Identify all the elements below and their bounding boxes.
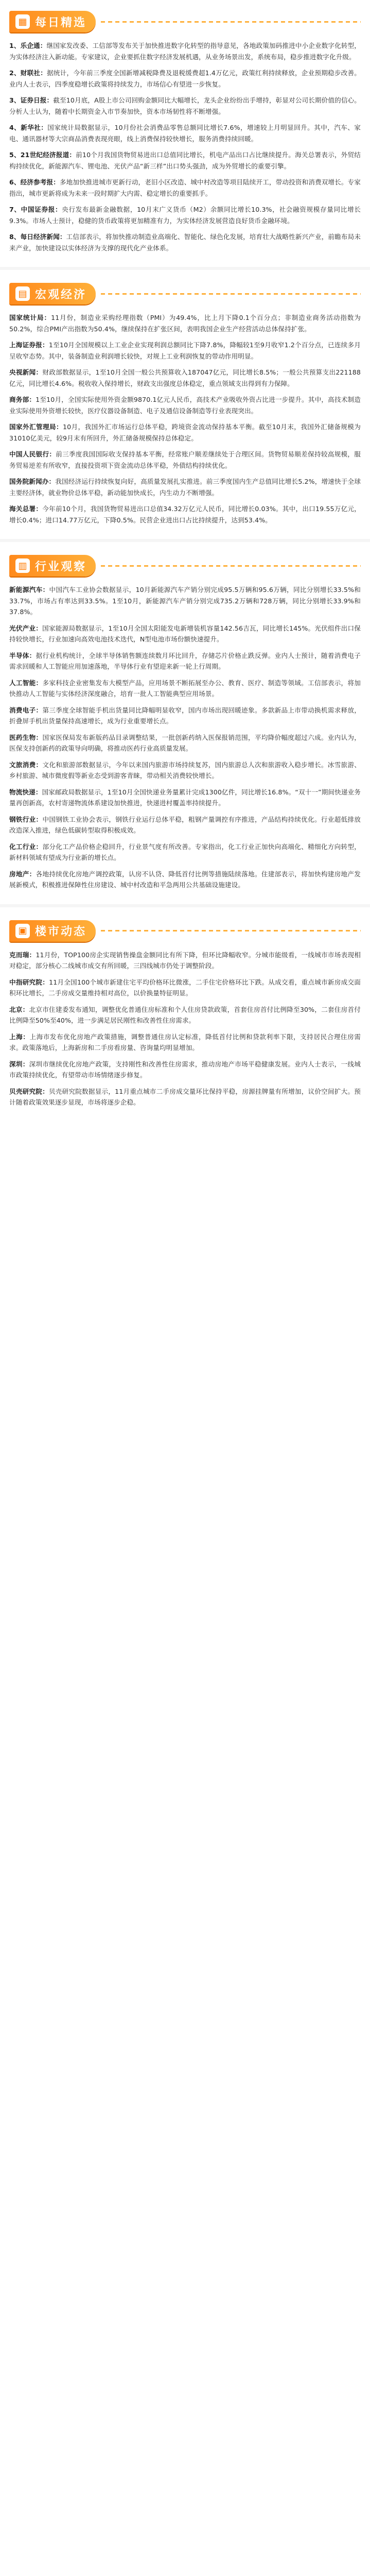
news-source: 钢铁行业： — [9, 815, 43, 823]
news-text: 前三季度我国国际收支保持基本平衡，经常账户顺差继续处于合理区间。货物贸易顺差保持较高规模，服务贸易逆差有所收窄，直接投资项下资金流动总体平稳，外债结构持续优化。 — [9, 450, 361, 469]
section-title: 宏观经济 — [35, 288, 87, 301]
news-source: 人工智能： — [9, 679, 43, 687]
news-paragraph — [9, 584, 361, 618]
section-title: 行业观察 — [35, 560, 87, 573]
news-text: 国家能源局数据显示，1至10月全国太阳能发电新增装机容量142.56吉瓦，同比增长145%。光伏组件出口保持较快增长，行业加速向高效电池技术迭代，N型电池市场份额快速提升。 — [9, 624, 361, 643]
section-badge — [9, 283, 96, 304]
news-source: 新能源汽车： — [9, 586, 49, 594]
news-paragraph — [9, 677, 361, 700]
news-paragraph — [9, 177, 361, 199]
news-paragraph — [9, 476, 361, 498]
news-source: 国家统计局： — [9, 314, 51, 321]
news-paragraph — [9, 841, 361, 863]
news-text: 继国家发改委、工信部等发布关于加快推进数字化转型的指导意见，各地政策加码推进中小企业数字化转型，为实体经济注入新动能。专家建议，企业要抓住数字经济发展机遇，从业务场景出发，系统布局，稳步推进数字化升级。 — [9, 42, 361, 61]
news-paragraph — [9, 40, 361, 62]
news-paragraph — [9, 787, 361, 809]
news-paragraph — [9, 977, 361, 999]
news-text: 11月份，TOP100房企实现销售操盘金额同比有所下降，但环比降幅收窄。分城市能级看，一线城市市场表现相对稳定，部分核心二线城市成交有所回暖，三四线城市仍处于调整阶段。 — [9, 951, 361, 970]
news-paragraph — [9, 814, 361, 836]
news-text: 11月全国100个城市新建住宅平均价格环比微涨，二手住宅价格环比下跌。从成交看，重点城市新房成交面积环比增长，二手房成交量维持相对高位，以价换量特征明显。 — [9, 978, 361, 997]
chart-icon: ▤ — [15, 286, 30, 301]
section-divider-line — [101, 930, 361, 931]
section-header-macro — [9, 281, 361, 306]
building-icon: ▣ — [15, 924, 30, 938]
news-paragraph — [9, 367, 361, 389]
news-text: 11月份，制造业采购经理指数（PMI）为49.4%，比上月下降0.1个百分点；非制造业商务活动指数为50.2%，综合PMI产出指数为50.4%，继续保持在扩张区间，表明我国企业生产经营活动总体保持扩张。 — [9, 314, 361, 333]
section-divider — [0, 267, 370, 270]
news-paragraph — [9, 149, 361, 172]
news-paragraph — [9, 503, 361, 526]
news-source: 3、证券日报： — [9, 96, 54, 104]
news-text: 多地加快推进城市更新行动，老旧小区改造、城中村改造等项目陆续开工，带动投资和消费双增长。专家指出，城市更新将成为未来一段时期扩大内需、稳定增长的重要抓手。 — [9, 178, 361, 197]
section-daily — [0, 0, 370, 262]
news-paragraph — [9, 869, 361, 891]
news-paragraph — [9, 1086, 361, 1108]
news-paragraph — [9, 1004, 361, 1026]
news-source: 贝壳研究院： — [9, 1087, 49, 1095]
section-divider-line — [101, 293, 361, 295]
section-divider-line — [101, 565, 361, 567]
industry-list — [9, 584, 361, 891]
news-source: 深圳： — [9, 1060, 29, 1068]
news-paragraph — [9, 705, 361, 727]
news-paragraph — [9, 231, 361, 253]
news-source: 商务部： — [9, 396, 36, 403]
news-source: 6、经济参考报： — [9, 178, 60, 186]
news-source: 北京： — [9, 1005, 29, 1013]
news-paragraph — [9, 312, 361, 334]
news-text: 深圳市继续优化房地产政策，支持刚性和改善性住房需求，推动房地产市场平稳健康发展。业内人士表示，一线城市政策持续优化，有望带动市场情绪逐步修复。 — [9, 1060, 361, 1079]
news-source: 克而瑞： — [9, 951, 36, 959]
news-source: 化工行业： — [9, 842, 43, 851]
news-text: 1至10月全国规模以上工业企业实现利润总额同比下降7.8%，降幅较1至9月收窄1.2个百分点，已连续多月呈收窄态势。其中，装备制造业利润增长较快，对规上工业利润恢复的带动作用明显。 — [9, 341, 361, 360]
news-text: 中国钢铁工业协会表示，钢铁行业运行总体平稳，粗钢产量调控有序推进，产品结构持续优化。行业超低排放改造深入推进，绿色低碳转型取得积极成效。 — [9, 815, 361, 834]
news-paragraph — [9, 449, 361, 471]
news-paragraph — [9, 1059, 361, 1081]
section-badge — [9, 11, 96, 32]
section-title: 楼市动态 — [35, 925, 87, 938]
news-source: 中国人民银行： — [9, 450, 56, 458]
news-source: 房地产： — [9, 870, 36, 878]
news-text: 文化和旅游部数据显示，今年以来国内旅游市场持续复苏，国内旅游总人次和旅游收入稳步增长。冰雪旅游、乡村旅游、城市微度假等新业态受到游客青睐，带动相关消费较快增长。 — [9, 760, 361, 779]
news-text: 贝壳研究院数据显示，11月重点城市二手房成交量环比保持平稳，房源挂牌量有所增加，议价空间扩大。预计随着政策效果逐步显现，市场将逐步企稳。 — [9, 1087, 361, 1106]
section-industry — [0, 544, 370, 899]
macro-list — [9, 312, 361, 526]
news-text: 10月，我国外汇市场运行总体平稳，跨境资金流动保持基本平衡。截至10月末，我国外汇储备规模为31010亿美元，较9月末有所回升，外汇储备规模保持总体稳定。 — [9, 423, 361, 442]
section-divider-line — [101, 21, 361, 23]
daily-list — [9, 40, 361, 253]
news-text: 据行业机构统计，全球半导体销售额连续数月环比回升，存储芯片价格止跌反弹。业内人士预计，随着消费电子需求回暖和人工智能应用加速落地，半导体行业有望迎来新一轮上行周期。 — [9, 651, 361, 670]
news-paragraph — [9, 394, 361, 416]
news-source: 8、每日经济新闻： — [9, 233, 66, 241]
news-text: 1至10月，全国实际使用外资金额9870.1亿元人民币，高技术产业吸收外资占比进一步提升。其中，高技术制造业实际使用外资增长较快，医疗仪器设备制造、电子及通信设备制造等行业表现突出。 — [9, 396, 361, 415]
factory-icon: ▥ — [15, 558, 30, 573]
news-text: 各地持续优化房地产调控政策，认房不认贷、降低首付比例等措施陆续落地。住建部表示，将加快构建房地产发展新模式，积极推进保障性住房建设、城中村改造和平急两用公共基础设施建设。 — [9, 870, 361, 889]
news-text: 今年前10个月，我国货物贸易进出口总值34.32万亿元人民币，同比增长0.03%。其中，出口19.55万亿元，增长0.4%；进口14.77万亿元，下降0.5%。民营企业进出口占比持续提升，达到53.4%。 — [9, 505, 361, 524]
news-source: 央视新闻： — [9, 368, 43, 376]
news-text: 我国经济运行持续恢复向好，高质量发展扎实推进。前三季度国内生产总值同比增长5.2%，增速快于全球主要经济体，就业物价总体平稳，新动能加快成长，内生动力不断增强。 — [9, 478, 361, 497]
news-source: 物流快递： — [9, 788, 42, 796]
news-text: 上海市发布优化房地产政策措施，调整普通住房认定标准，降低首付比例和贷款利率下限，支持居民合理住房需求。政策落地后，上海新房和二手房看房量、咨询量均明显增加。 — [9, 1032, 361, 1052]
section-badge — [9, 555, 96, 577]
news-paragraph — [9, 67, 361, 90]
news-text: 央行发布最新金融数据，10月末广义货币（M2）余额同比增长10.3%，社会融资规模存量同比增长9.3%。市场人士预计，稳健的货币政策将更加精准有力，为实体经济发展营造良好货币金融环境。 — [9, 206, 361, 225]
news-source: 7、中国证券报： — [9, 206, 62, 213]
news-source: 海关总署： — [9, 505, 43, 513]
news-text: 国家统计局数据显示，10月份社会消费品零售总额同比增长7.6%，增速较上月明显回升。其中，汽车、家电、通讯器材等大宗商品消费表现亮眼，线上消费保持较快增长，服务消费持续回暖。 — [9, 124, 361, 143]
section-macro — [0, 272, 370, 534]
news-text: 国家医保局发布新版药品目录调整结果，一批创新药纳入医保报销范围，平均降价幅度超过六成。业内认为，医保支持创新药的政策导向明确，将推动医药行业高质量发展。 — [9, 733, 361, 752]
section-header-industry — [9, 553, 361, 578]
news-text: 截至10月底，A股上市公司回购金额同比大幅增长，龙头企业纷纷出手增持，彰显对公司长期价值的信心。分析人士认为，随着中长期资金入市节奏加快，资本市场韧性将不断增强。 — [9, 96, 361, 115]
section-title: 每日精选 — [35, 16, 87, 29]
news-text: 据统计，今年前三季度全国新增减税降费及退税缓费超1.4万亿元，政策红利持续释放，企业预期稳步改善。业内人士表示，四季度稳增长政策将持续发力，市场信心有望进一步恢复。 — [9, 69, 361, 88]
news-text: 北京市住建委发布通知，调整优化普通住房标准和个人住房贷款政策，首套住房首付比例降至30%，二套住房首付比例降至50%至40%，进一步满足居民刚性和改善性住房需求。 — [9, 1005, 361, 1024]
news-text: 第三季度全球智能手机出货量同比降幅明显收窄，国内市场出现回暖迹象。多款新品上市带动换机需求释放，折叠屏手机出货量保持高速增长，成为行业重要增长点。 — [9, 706, 361, 725]
news-source: 1、乐企通： — [9, 42, 47, 49]
news-source: 文旅消费： — [9, 760, 43, 769]
section-divider — [0, 539, 370, 542]
news-source: 2、财联社： — [9, 69, 47, 77]
news-paragraph — [9, 421, 361, 444]
news-paragraph — [9, 204, 361, 226]
news-source: 光伏产业： — [9, 624, 43, 632]
news-source: 国务院新闻办： — [9, 478, 56, 485]
news-paragraph — [9, 340, 361, 362]
news-source: 4、新华社： — [9, 124, 48, 131]
news-paragraph — [9, 95, 361, 117]
news-paragraph — [9, 732, 361, 754]
news-source: 医药生物： — [9, 733, 43, 741]
news-text: 国家邮政局数据显示，1至10月全国快递业务量累计完成1300亿件，同比增长16.8%。“双十一”期间快递业务量再创新高，农村寄递物流体系建设加快推进，快递进村覆盖率持续提升。 — [9, 788, 361, 807]
news-paragraph — [9, 650, 361, 672]
news-paragraph — [9, 950, 361, 972]
section-divider — [0, 904, 370, 907]
news-source: 中指研究院： — [9, 978, 49, 986]
news-paragraph — [9, 759, 361, 782]
news-source: 消费电子： — [9, 706, 43, 714]
news-source: 半导体： — [9, 651, 36, 659]
calendar-icon: ▦ — [15, 14, 30, 29]
news-text: 中国汽车工业协会数据显示，10月新能源汽车产销分别完成95.5万辆和95.6万辆，同比分别增长33.5%和33.7%，市场占有率达到33.5%。1至10月，新能源汽车产销分别完成735.2万辆和728万辆，同比分别增长33.9%和37.8%。 — [9, 586, 361, 616]
section-market — [0, 909, 370, 1116]
news-paragraph — [9, 623, 361, 645]
news-source: 上海证券报： — [9, 341, 49, 349]
news-paragraph — [9, 1031, 361, 1054]
news-paragraph — [9, 122, 361, 144]
news-source: 上海： — [9, 1032, 30, 1041]
news-text: 前10个月我国货物贸易进出口总值同比增长，机电产品出口占比继续提升。海关总署表示，外贸结构持续优化，新能源汽车、锂电池、光伏产品“新三样”出口势头强劲，成为外贸增长的重要引擎。 — [9, 151, 361, 170]
section-header-daily — [9, 9, 361, 34]
news-source: 国家外汇管理局： — [9, 423, 63, 431]
news-text: 财政部数据显示，1至10月全国一般公共预算收入187047亿元，同比增长8.5%；一般公共预算支出221188亿元，同比增长4.6%。税收收入保持增长，财政支出强度总体稳定，重点领域支出得到有力保障。 — [9, 368, 361, 387]
market-list — [9, 950, 361, 1108]
news-text: 多家科技企业密集发布大模型产品，应用场景不断拓展至办公、教育、医疗、制造等领域。工信部表示，将加快推动人工智能与实体经济深度融合，培育一批人工智能典型应用场景。 — [9, 679, 361, 698]
news-source: 5、21世纪经济报道： — [9, 151, 76, 159]
news-text: 工信部表示，将加快推动制造业高端化、智能化、绿色化发展，培育壮大战略性新兴产业，前瞻布局未来产业，加快建设以实体经济为支撑的现代化产业体系。 — [9, 233, 361, 252]
news-text: 部分化工产品价格企稳回升，行业景气度有所改善。专家指出，化工行业正加快向高端化、精细化方向转型，新材料领域有望成为行业新的增长点。 — [9, 842, 361, 861]
section-badge — [9, 920, 96, 942]
section-header-market — [9, 919, 361, 943]
